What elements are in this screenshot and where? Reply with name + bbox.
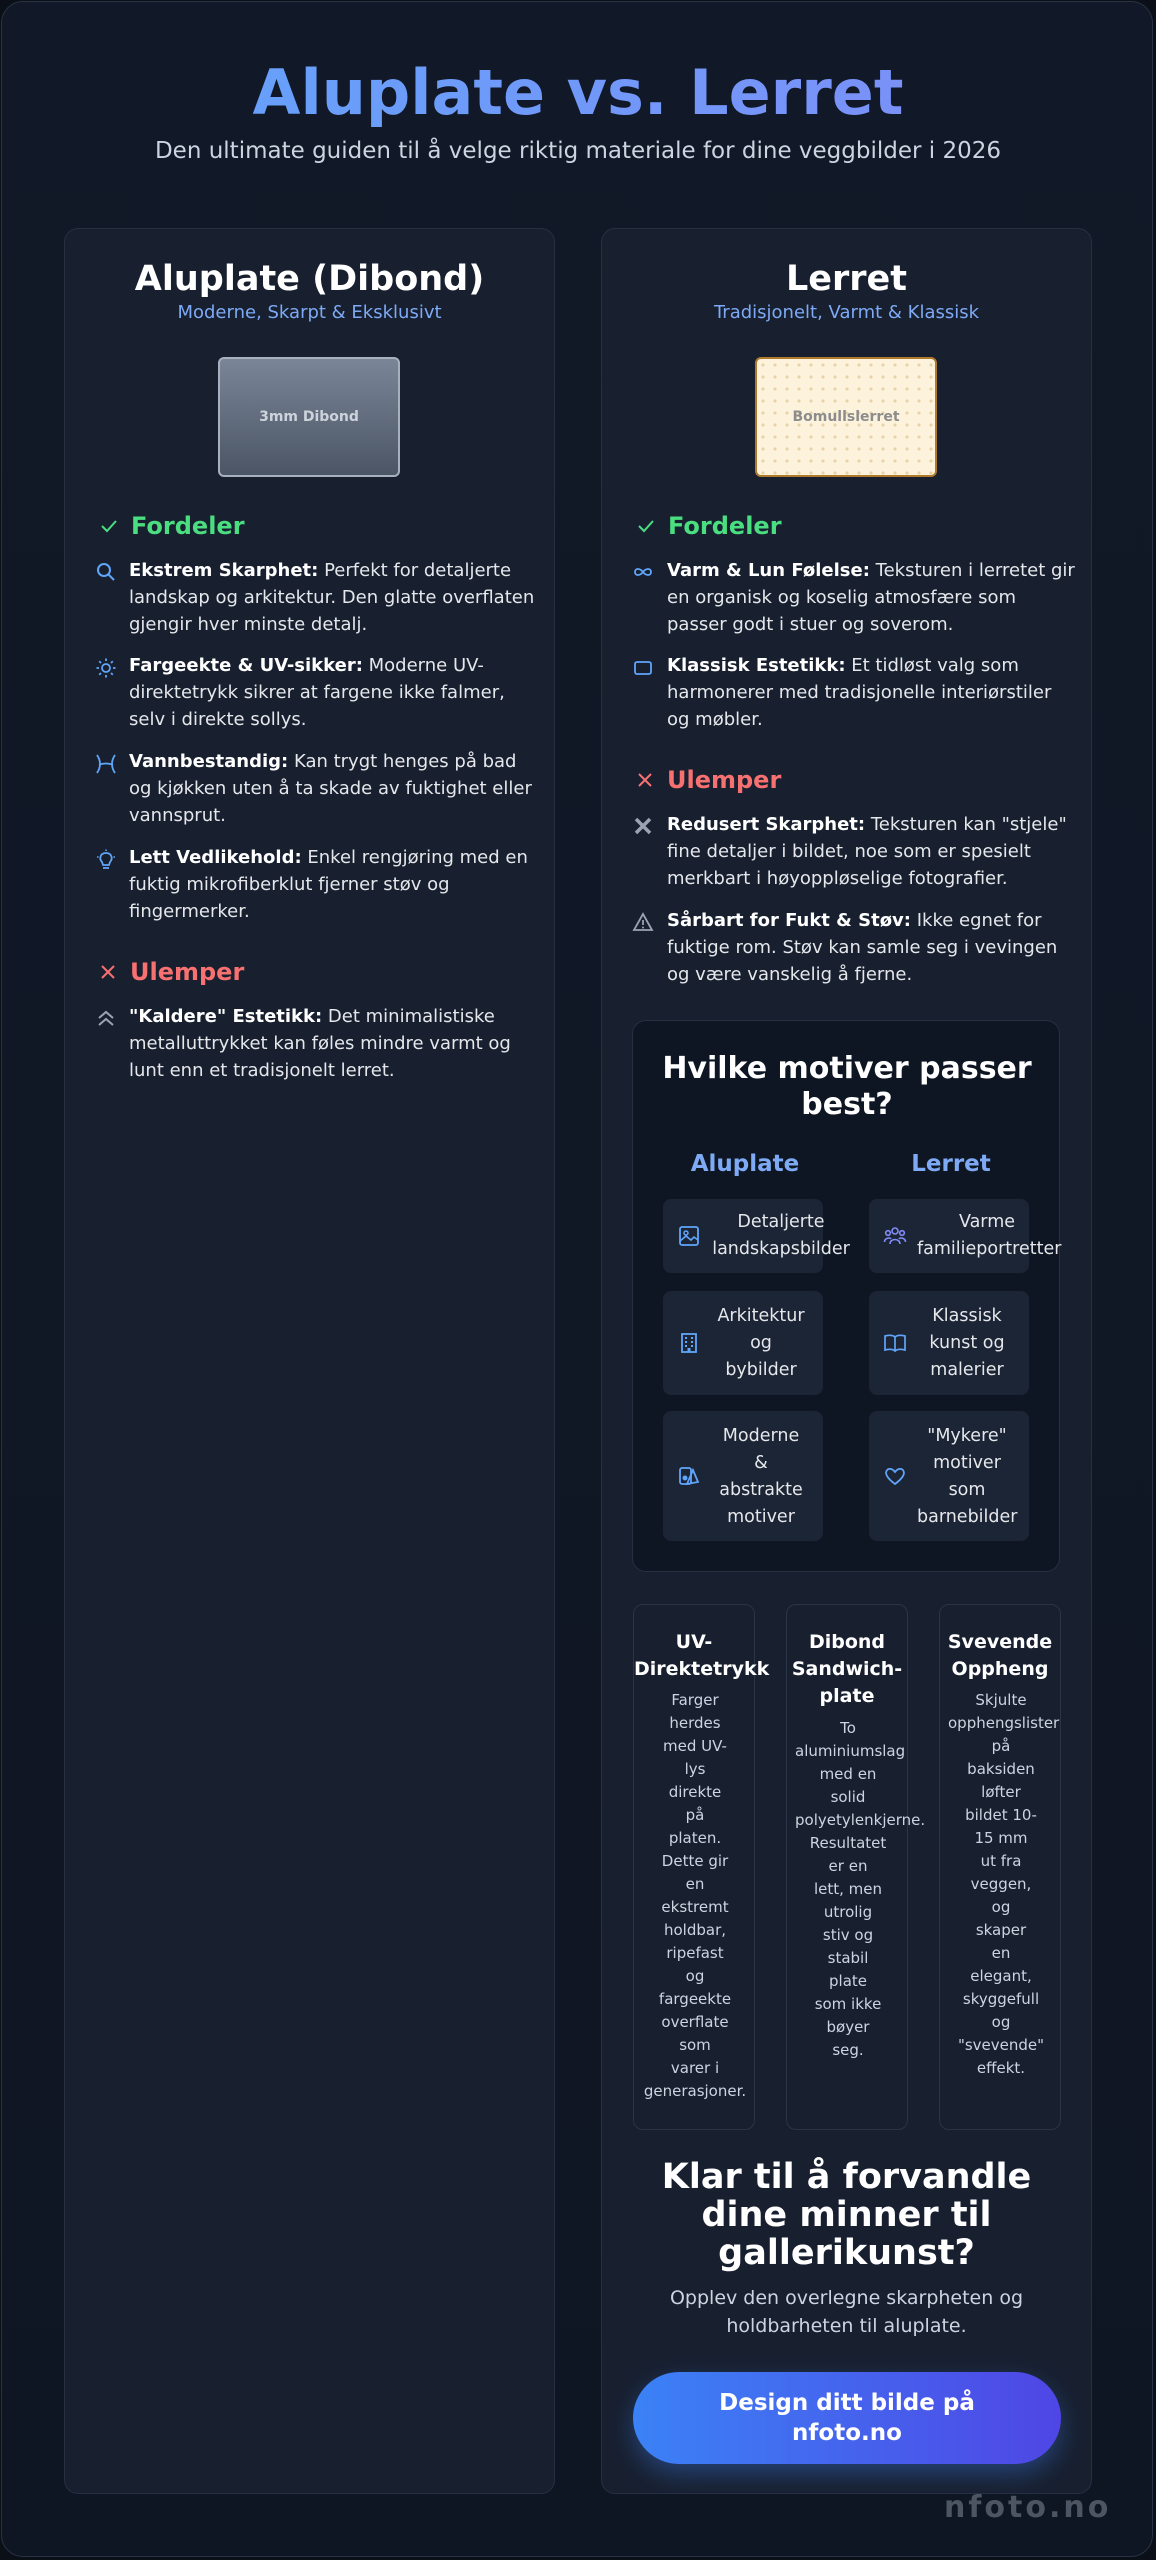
page-title: Aluplate vs. Lerret bbox=[0, 55, 1156, 131]
lerret-pro-1: Varm & Lun Følelse: Teksturen i lerretet gir en organisk og koselig atmosfære som passer godt i stuer og soverom. bbox=[667, 560, 1075, 635]
feature-text: Farger herdes med UV- lys direkte på platen. Dette gir en ekstremt holdbar, ripefast og fargeekte overflate som varer i generasjoner. bbox=[643, 1691, 747, 2100]
lerret-con-2: Sårbart for Fukt & Støv: Ikke egnet for fuktige rom. Støv kan samle seg i vevingen og være vanskelig å fjerne. bbox=[667, 910, 1058, 985]
dibond-swatch bbox=[218, 357, 400, 477]
motive-item: Klassisk kunst og malerier bbox=[869, 1291, 1029, 1395]
aluplate-pros-heading: Fordeler bbox=[99, 511, 245, 541]
aluplate-subtitle: Moderne, Skarpt & Eksklusivt bbox=[177, 302, 442, 323]
design-image-button[interactable] bbox=[633, 2372, 1061, 2464]
x-icon bbox=[635, 770, 655, 790]
aluplate-pro-3: Vannbestandig: Kan trygt henges på bad og kjøkken uten å ta skade av fuktighet eller vannsprut. bbox=[129, 751, 532, 826]
aluplate-con-1: "Kaldere" Estetikk: Det minimalistiske metalluttrykket kan føles mindre varmt og lunt enn et tradisjonelt lerret. bbox=[129, 1006, 511, 1081]
motive-item: Moderne & abstrakte motiver bbox=[663, 1411, 823, 1541]
chevrons-up-icon bbox=[95, 1008, 117, 1030]
motives-title: Hvilke motiver passer best? bbox=[662, 1051, 1032, 1122]
lerret-pros-heading: Fordeler bbox=[636, 511, 782, 541]
family-icon bbox=[883, 1224, 907, 1248]
magnifier-icon bbox=[95, 561, 117, 583]
lerret-pro-2: Klassisk Estetikk: Et tidløst valg som harmonerer med tradisjonelle interiørstiler og møbler. bbox=[667, 655, 1052, 730]
shapes-icon bbox=[677, 1464, 701, 1488]
motive-item: "Mykere" motiver som barnebilder bbox=[869, 1411, 1029, 1541]
feature-card-uv bbox=[633, 1604, 770, 2130]
frame-icon bbox=[632, 657, 654, 679]
page-subtitle: Den ultimate guiden til å velge riktig materiale for dine veggbilder i 2026 bbox=[154, 138, 1002, 164]
motives-col-aluplate: Aluplate bbox=[690, 1151, 800, 1177]
feature-text: To aluminiumslag med en solid polyetylenkjerne. Resultatet er en lett, men utrolig stiv og stabil plate som ikke bøyer seg. bbox=[795, 1719, 926, 2059]
motives-box bbox=[632, 1020, 1060, 1572]
lerret-subtitle: Tradisjonelt, Varmt & Klassisk bbox=[713, 302, 980, 323]
cta-title: Klar til å forvandle dine minner til gallerikunst? bbox=[661, 2157, 1032, 2273]
feature-title: Svevende Oppheng bbox=[947, 1631, 1053, 1680]
lerret-cons-heading: Ulemper bbox=[635, 765, 781, 795]
check-icon bbox=[636, 516, 656, 536]
building-icon bbox=[677, 1331, 701, 1355]
lerret-con-1: Redusert Skarphet: Teksturen kan "stjele" fine detaljer i bildet, noe som er spesielt merkbart i høyoppløselige fotografier. bbox=[667, 814, 1067, 889]
feature-title: UV- Direktetrykk bbox=[634, 1631, 770, 1680]
aluplate-title: Aluplate (Dibond) bbox=[134, 259, 485, 299]
lerret-title: Lerret bbox=[785, 259, 908, 299]
heart-icon bbox=[883, 1464, 907, 1488]
cross-icon bbox=[632, 815, 654, 837]
motive-item: Detaljerte landskapsbilder bbox=[663, 1199, 823, 1273]
lightbulb-icon bbox=[95, 849, 117, 871]
motive-item: Varme familieportretter bbox=[869, 1199, 1029, 1273]
warning-icon bbox=[632, 911, 654, 933]
book-icon bbox=[883, 1331, 907, 1355]
feature-text: Skjulte opphengslister på baksiden løfter bildet 10- 15 mm ut fra veggen, og skaper en elegant, skyggefull og "svevende" effekt. bbox=[948, 1691, 1060, 2077]
image-icon bbox=[677, 1224, 701, 1248]
feature-card-dibond bbox=[786, 1604, 926, 2130]
design-image-button-label: Design ditt bilde på nfoto.no bbox=[719, 2390, 975, 2446]
infinity-icon bbox=[632, 561, 654, 583]
cta-subtitle: Opplev den overlegne skarpheten og holdbarheten til aluplate. bbox=[669, 2287, 1024, 2337]
canvas-swatch bbox=[755, 357, 937, 477]
aluplate-pro-4: Lett Vedlikehold: Enkel rengjøring med en fuktig mikrofiberklut fjerner støv og fingermerker. bbox=[129, 847, 528, 922]
motives-col-lerret: Lerret bbox=[911, 1151, 991, 1177]
motive-item: Arkitektur og bybilder bbox=[663, 1291, 823, 1395]
aluplate-pro-2: Fargeekte & UV-sikker: Moderne UV- direktetrykk sikrer at fargene ikke falmer, selv i direkte sollys. bbox=[129, 655, 505, 730]
aluplate-cons-heading: Ulemper bbox=[98, 957, 244, 987]
sun-icon bbox=[95, 657, 117, 679]
feature-card-hanging bbox=[939, 1604, 1061, 2130]
check-icon bbox=[99, 516, 119, 536]
watermark-logo: nfoto.no bbox=[944, 2490, 1112, 2525]
x-icon bbox=[98, 962, 118, 982]
dibond-swatch-label: 3mm Dibond bbox=[259, 409, 359, 425]
canvas-swatch-label: Bomullslerret bbox=[792, 409, 900, 425]
feature-title: Dibond Sandwich- plate bbox=[791, 1631, 903, 1707]
aluplate-pro-1: Ekstrem Skarphet: Perfekt for detaljerte landskap og arkitektur. Den glatte overflaten gjengir hver minste detalj. bbox=[129, 560, 535, 635]
water-icon bbox=[95, 753, 117, 775]
